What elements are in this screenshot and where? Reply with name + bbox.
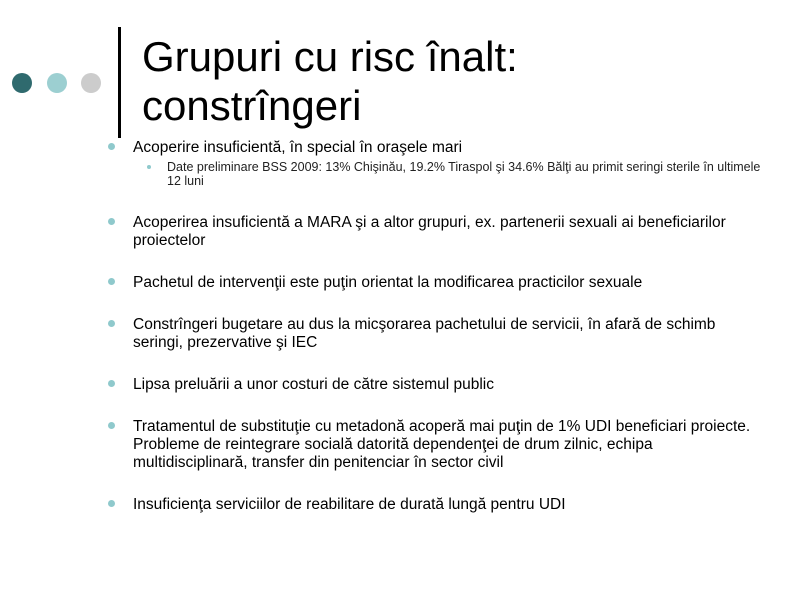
title-line-2: constrîngeri — [142, 82, 362, 129]
bullet-text: Insuficienţa serviciilor de reabilitare de durată lungă pentru UDI — [133, 496, 566, 513]
sub-bullet-item — [106, 160, 766, 188]
gray-circle-icon — [81, 73, 101, 93]
bullet-dot-icon — [108, 278, 115, 285]
bullet-dot-icon — [108, 218, 115, 225]
sub-bullet-dot-icon — [147, 165, 151, 169]
bullet-item — [106, 316, 766, 352]
bullet-item — [106, 496, 766, 514]
bullet-item — [106, 376, 766, 394]
bullet-item — [106, 274, 766, 292]
sub-bullet-text: Date preliminare BSS 2009: 13% Chişinău, 19.2% Tiraspol şi 34.6% Bălţi au primit seringi sterile în ultimele 12 luni — [167, 160, 761, 188]
bullet-dot-icon — [108, 380, 115, 387]
bullet-item — [106, 139, 766, 157]
bullet-text: Pachetul de intervenţii este puţin orientat la modificarea practicilor sexuale — [133, 274, 643, 291]
title-divider — [118, 27, 121, 138]
bullet-item — [106, 214, 766, 250]
bullet-dot-icon — [108, 422, 115, 429]
bullet-dot-icon — [108, 143, 115, 150]
bullet-list — [106, 139, 766, 514]
bullet-text: Acoperirea insuficientă a MARA şi a altor grupuri, ex. partenerii sexuali ai beneficiarilor proiectelor — [133, 214, 726, 249]
bullet-text: Constrîngeri bugetare au dus la micşorarea pachetului de servicii, în afară de schimb seringi, prezervative şi IEC — [133, 316, 716, 351]
bullet-text: Acoperire insuficientă, în special în oraşele mari — [133, 139, 463, 156]
bullet-text: Tratamentul de substituţie cu metadonă acoperă mai puţin de 1% UDI beneficiari proiecte. Probleme de reintegrare socială datorită dependenţei de drum zilnic, echipa multidisciplinară, transfer din penitenciar în sector civil — [133, 418, 751, 471]
bullet-text: Lipsa preluării a unor costuri de către sistemul public — [133, 376, 494, 393]
title-line-1: Grupuri cu risc înalt: — [142, 33, 518, 80]
bullet-dot-icon — [108, 320, 115, 327]
bullet-item — [106, 418, 766, 472]
bullet-dot-icon — [108, 500, 115, 507]
dark-teal-circle-icon — [12, 73, 32, 93]
light-teal-circle-icon — [47, 73, 67, 93]
slide-title — [142, 32, 518, 130]
